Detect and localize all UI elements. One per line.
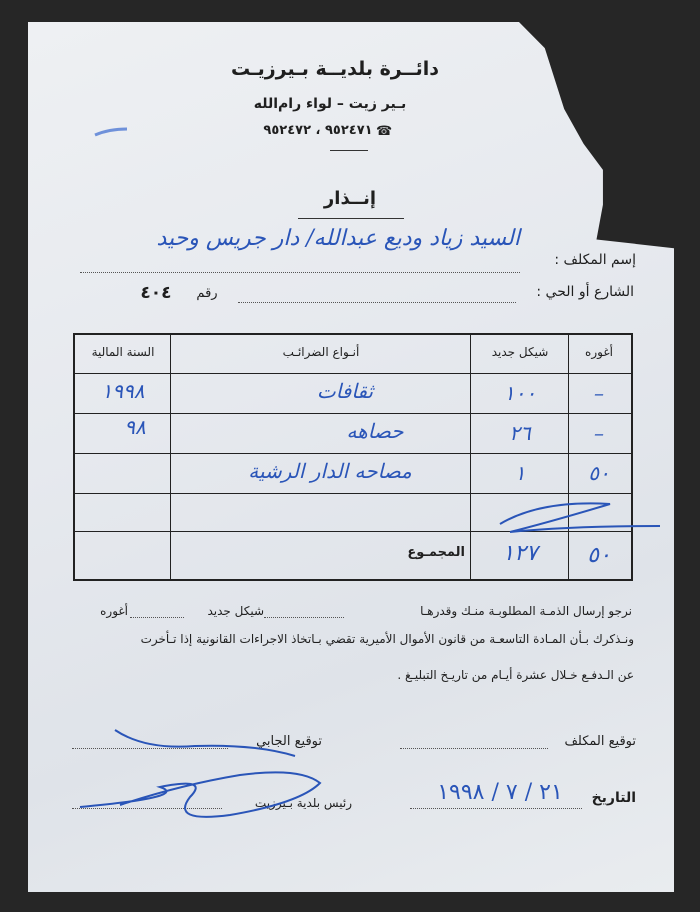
name-handwritten: السيد زياد وديع عبدالله/ دار جريس وحيد: [156, 226, 520, 251]
row3-type: مصاحه الدار الرشية: [248, 459, 412, 483]
phone-numbers: ٩٥٢٤٧١ ، ٩٥٢٤٧٢: [263, 123, 373, 138]
row2-type: حصاهه: [346, 419, 404, 443]
tax-table: [73, 333, 633, 581]
header-fiscal-year: السنة المالية: [91, 345, 155, 359]
body-line1-b: شيكل جديد: [207, 604, 264, 618]
body-line1-c: أغوره: [100, 604, 128, 618]
row3-shekel: ١: [514, 461, 526, 485]
body-line3: عن الـدفـع خـلال عشرة أيـام من تاريـخ التبليـغ .: [397, 668, 634, 682]
title-underline: [298, 218, 404, 219]
header-tax-types: أنـواع الضرائـب: [282, 345, 360, 359]
row1-agora: –: [594, 381, 604, 405]
street-dotted-line: [238, 302, 516, 303]
name-label: إسم المكلف :: [554, 252, 636, 268]
notice-title: إنــذار: [323, 188, 377, 209]
date-label: التاريخ: [591, 790, 636, 806]
row2-agora: –: [594, 421, 604, 445]
office-title: دائــرة بلديــة بـيرزيـت: [230, 58, 440, 80]
total-label: المجمـوع: [407, 545, 465, 560]
amount-shekel-dotted: [264, 617, 344, 618]
row1-type: ثقافات: [316, 379, 374, 403]
collector-signature-line: [72, 748, 228, 749]
date-handwritten: ٢١ / ٧ / ١٩٩٨: [437, 780, 563, 805]
total-agora: ٥٠: [587, 543, 611, 568]
collector-signature-label: توقيع الجابي: [256, 734, 322, 749]
mayor-signature-label: رئيس بلدية بـيرزيت: [254, 796, 352, 810]
body-line1-a: نرجو إرسال الذمـة المطلوبـة منـك وقدرهـا: [420, 604, 632, 618]
row2-year: ٩٨: [124, 415, 146, 439]
number-prefix: رقم: [196, 286, 218, 301]
amount-agora-dotted: [130, 617, 184, 618]
row1-year: ١٩٩٨: [101, 379, 145, 403]
header-shekel: شيكل جديد: [491, 345, 549, 359]
payer-signature-line: [400, 748, 548, 749]
name-dotted-line: [80, 272, 520, 273]
payer-signature-label: توقيع المكلف: [564, 734, 636, 749]
street-label: الشارع أو الحي :: [536, 284, 634, 300]
phone-icon: ☎: [376, 124, 393, 139]
office-address: بـير زيت – لواء رام‌الله: [253, 96, 407, 112]
row3-agora: ٥٠: [588, 461, 610, 485]
date-line: [410, 808, 582, 809]
body-line2: ونـذكرك بـأن المـادة التاسعـة من قانون الأموال الأميرية تقضي بـاتخاذ الاجراءات القانونية إذا تـأخرت: [140, 632, 634, 646]
number-value: ٤٠٤: [140, 283, 172, 303]
mayor-signature-line: [72, 808, 222, 809]
row1-shekel: ١٠٠: [503, 381, 537, 405]
total-shekel: ١٢٧: [502, 541, 538, 566]
header-divider: [330, 150, 368, 151]
header-agora: أغوره: [585, 345, 613, 359]
row2-shekel: ٢٦: [509, 421, 531, 445]
